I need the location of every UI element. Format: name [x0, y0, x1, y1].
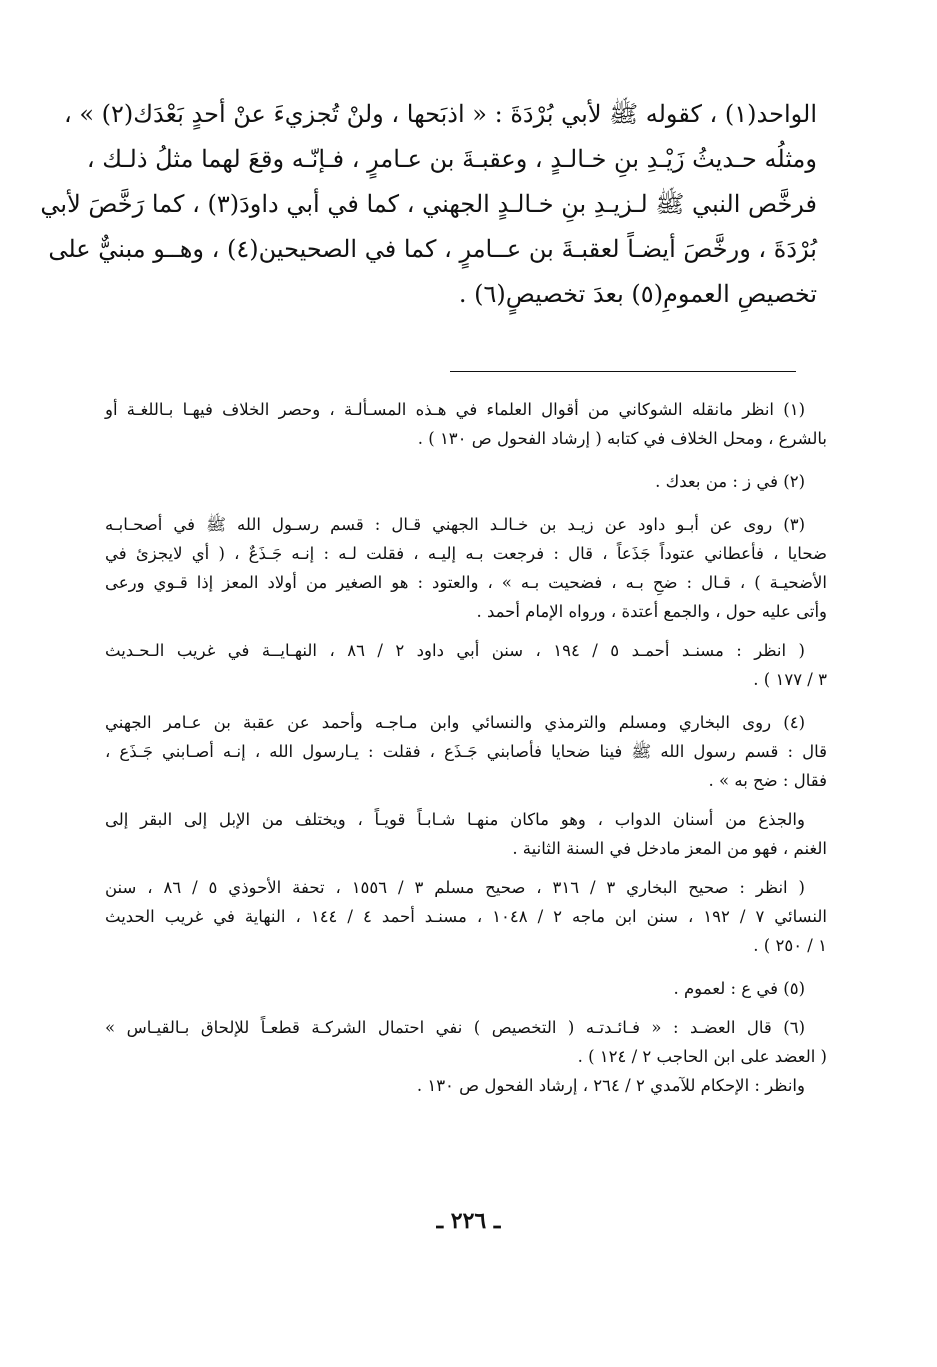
footnote-6: [105, 1013, 827, 1071]
footnotes-section: [105, 395, 827, 1100]
footnote-line: بالشرع ، ومحل الخلاف في كتابه ( إرشاد الفحول ص ١٣٠ ) .: [417, 429, 827, 448]
footnote-1: [105, 395, 827, 453]
footnote-line: الغنم ، فهو من المعز مادخل في السنة الثانية .: [512, 839, 827, 858]
footnote-line: فقال : ضح به » .: [708, 771, 827, 790]
footnote-4-references: [105, 873, 827, 960]
footnote-line: وأتى عليه حول ، والجمع أعتدة ، ورواه الإمام أحمد .: [476, 602, 827, 621]
footnote-separator: [450, 371, 796, 372]
footnote-line: الأضحيـة ) ، قـال : ضحِ بـه ، فضحيت بـه » ، والعتود : هو الصغير من أولاد المعز إذا قـوي ورعى: [105, 573, 827, 592]
body-line: بُرْدَةَ ، ورخَّصَ أيضـاً لعقبـةَ بن عــامرٍ ، كما في الصحيحين(٤) ، وهــو مبنيٌّ على: [48, 235, 817, 263]
footnote-4: [105, 708, 827, 795]
body-line: الواحد(١) ، كقوله ﷺ لأبي بُرْدَةَ : « اذبَحها ، ولنْ تُجزيءَ عنْ أحدٍ بَعْدَك(٢) » ،: [63, 100, 817, 128]
main-body-text: [40, 92, 817, 317]
footnote-line: (٢) في ز : من بعدك .: [655, 472, 805, 491]
footnote-line: (١) انظر مانقله الشوكاني من أقوال العلماء في هـذه المسـألـة ، وحصر الخلاف فيهـا بـاللغـة أو: [105, 400, 805, 419]
footnote-line: ضحايا ، فأعطاني عتوداً جَذَعاً ، قال : فرجعت بـه إليـه ، فقلت لـه : إنـه جَـذَعٌ ، ( أي لايجزئ في: [105, 544, 827, 563]
footnote-line: (٦) قال العضـد : « فـائـدتـه ( التخصيص ) نفي احتمال الشركـة قطعـاً للإلحاق بـالقيـاس »: [105, 1018, 805, 1037]
body-line: تخصيصِ العمومِ(٥) بعدَ تخصيصٍ(٦) .: [458, 280, 817, 308]
footnote-3-references: [105, 636, 827, 694]
footnote-line: ٣ / ١٧٧ ) .: [753, 670, 827, 689]
footnote-line: وانظر : الإحكام للآمدي ٢ / ٢٦٤ ، إرشاد الفحول ص ١٣٠ .: [416, 1076, 805, 1095]
footnote-line: قال : قسم رسول الله ﷺ فينا ضحايا فأصابني جَـذَع ، فقلت : يـارسول الله ، إنـه أصـابني جَـذَع ،: [105, 742, 827, 761]
footnote-line: ( انظر : مسنـد أحمـد ٥ / ١٩٤ ، سنن أبي داود ٢ / ٨٦ ، النهـايــة في غريب الـحـديث: [105, 641, 805, 660]
footnote-line: ( العضد على ابن الحاجب ٢ / ١٢٤ ) .: [577, 1047, 827, 1066]
footnote-2: [105, 467, 827, 496]
footnote-5: [105, 974, 827, 1003]
footnote-line: والجذع من أسنان الدواب ، وهو ماكان منهـا شـابـاً قويـاً ، ويختلف من الإبل إلى البقر إلى: [105, 810, 805, 829]
footnote-3: [105, 510, 827, 626]
footnote-line: (٣) روى عن أبـو داود عن زيـد بن خـالـد الجهني قـال : قسم رسـول الله ﷺ في أصحـابـه: [105, 515, 805, 534]
footnote-6-references: [105, 1071, 827, 1100]
footnote-line: (٥) في ع : لعموم .: [673, 979, 805, 998]
footnote-line: (٤) روى البخاري ومسلم والترمذي والنسائي وابن مـاجـه وأحمد عن عقبة بن عـامر الجهني: [105, 713, 805, 732]
body-line: فرخَّص النبي ﷺ لـزيـدِ بنِ خـالـدٍ الجهني ، كما في أبي داودَ(٣) ، كما رَخَّصَ لأبي: [40, 190, 817, 218]
footnote-line: النسائي ٧ / ١٩٢ ، سنن ابن ماجه ٢ / ١٠٤٨ ، مسنـد أحمد ٤ / ١٤٤ ، النهاية في غريب الحديث: [105, 907, 827, 926]
body-line: ومثلُه حـديثُ زَيْـدِ بنِ خـالـدٍ ، وعقبـةَ بن عـامرٍ ، فـإنّـه وقعَ لهما مثلُ ذلـك ،: [86, 145, 817, 173]
footnote-line: ( انظر : صحيح البخاري ٣ / ٣١٦ ، صحيح مسلم ٣ / ١٥٥٦ ، تحفة الأحوذي ٥ / ٨٦ ، سنن: [105, 878, 805, 897]
footnote-4-note: [105, 805, 827, 863]
footnote-line: ١ / ٢٥٠ ) .: [753, 936, 827, 955]
page-number: ـ ٢٢٦ ـ: [436, 1208, 501, 1234]
